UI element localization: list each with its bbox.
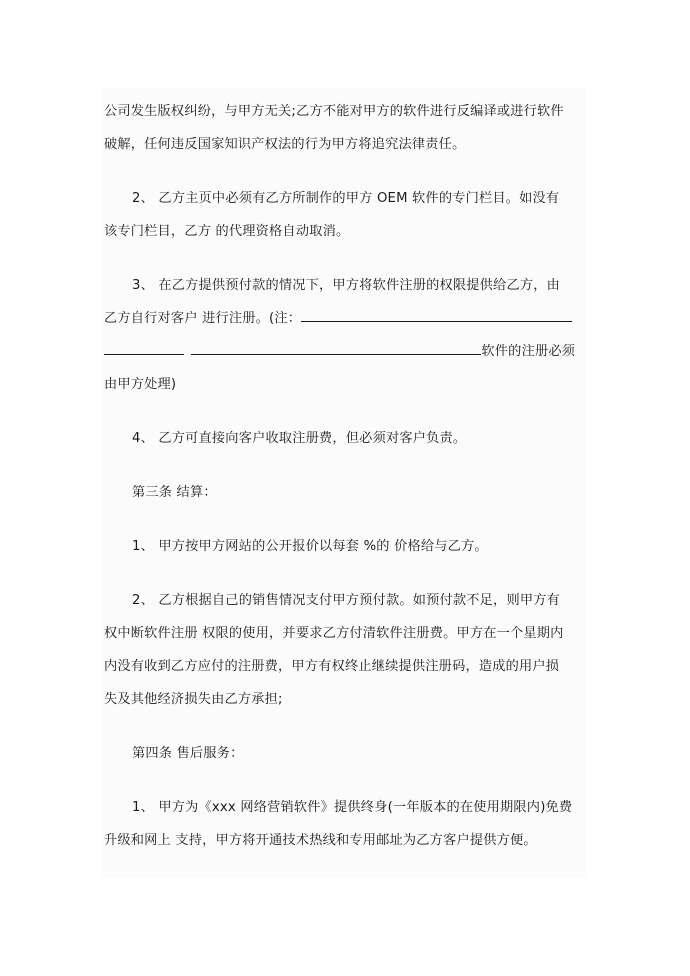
text-line: 该专门栏目，乙方 的代理资格自动取消。 <box>104 224 350 239</box>
text-fragment: 软件的注册必须 <box>481 344 576 359</box>
text-line <box>104 335 584 368</box>
text-line: 内没有收到乙方应付的注册费，甲方有权终止继续提供注册码，造成的用户损 <box>104 659 560 674</box>
article-4-heading <box>104 737 584 770</box>
heading-text: 第三条 结算： <box>132 485 217 500</box>
text-fragment: 乙方自行对客户 进行注册。(注： <box>104 311 302 326</box>
text-line: 权中断软件注册 权限的使用，并要求乙方付清软件注册费。甲方在一个星期内 <box>104 626 564 641</box>
text-line: 公司发生版权纠纷，与甲方无关;乙方不能对甲方的软件进行反编译或进行软件 <box>104 104 564 119</box>
document-body <box>104 95 584 878</box>
text-line: 2、 乙方主页中必须有乙方所制作的甲方 OEM 软件的专门栏目。如没有 <box>132 191 560 206</box>
clause-3-registration <box>104 269 584 401</box>
text-line: 破解，任何违反国家知识产权法的行为甲方将追究法律责任。 <box>104 137 466 152</box>
heading-text: 第四条 售后服务： <box>132 746 244 761</box>
text-line: 3、 在乙方提供预付款的情况下，甲方将软件注册的权限提供给乙方，由 <box>132 278 560 293</box>
text-line: 1、 甲方按甲方网站的公开报价以每套 %的 价格给与乙方。 <box>132 539 488 554</box>
text-line <box>104 302 584 335</box>
text-line: 由甲方处理) <box>104 377 177 392</box>
paragraph-copyright <box>104 95 584 161</box>
blank-fill-line <box>191 340 481 355</box>
text-line: 失及其他经济损失由乙方承担; <box>104 692 283 707</box>
article-4-clause-1 <box>104 791 584 857</box>
text-line: 升级和网上 支持，甲方将开通技术热线和专用邮址为乙方客户提供方便。 <box>104 833 537 848</box>
article-3-clause-1 <box>104 530 584 563</box>
blank-fill-line <box>104 340 184 355</box>
article-3-heading <box>104 476 584 509</box>
text-line: 4、 乙方可直接向客户收取注册费，但必须对客户负责。 <box>132 431 467 446</box>
text-line: 2、 乙方根据自己的销售情况支付甲方预付款。如预付款不足，则甲方有 <box>132 593 560 608</box>
clause-4-fee <box>104 422 584 455</box>
clause-2-oem-column <box>104 182 584 248</box>
blank-fill-line <box>301 307 572 322</box>
text-line: 1、 甲方为《xxx 网络营销软件》提供终身(一年版本的在使用期限内)免费 <box>132 800 573 815</box>
article-3-clause-2 <box>104 584 584 716</box>
